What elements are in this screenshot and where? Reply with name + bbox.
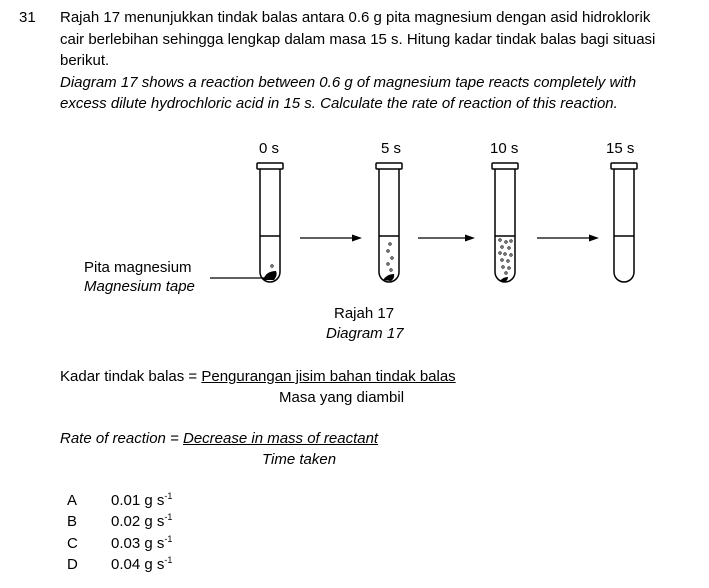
time-label-15s: 15 s	[606, 140, 635, 157]
formula-malay	[60, 368, 456, 385]
option-b-text: 0.02 g s	[111, 513, 165, 530]
option-d-text: 0.04 g s	[111, 556, 165, 573]
formula-malay-denominator: Masa yang diambil	[279, 389, 405, 406]
diagram-caption-malay: Rajah 17	[334, 305, 395, 322]
option-c-exponent: -1	[164, 534, 173, 544]
time-label-0s: 0 s	[259, 140, 280, 157]
option-a-text: 0.01 g s	[111, 492, 165, 509]
option-d-value[interactable]	[111, 556, 172, 573]
formula-english-denominator: Time taken	[262, 451, 337, 468]
option-b-letter: B	[67, 513, 78, 530]
magnesium-tape-5s	[383, 274, 394, 281]
option-c-value[interactable]	[111, 535, 172, 552]
time-label-5s: 5 s	[381, 140, 402, 157]
question-text-malay-line-2: cair berlebihan sehingga lengkap dalam masa 15 s. Hitung kadar tindak balas bagi situasi	[60, 31, 656, 48]
question-text-malay-line-1: Rajah 17 menunjukkan tindak balas antara 0.6 g pita magnesium dengan asid hidroklorik	[60, 9, 651, 26]
formula-english-numerator: Decrease in mass of reactant	[183, 430, 379, 447]
question-number: 31	[19, 9, 36, 26]
test-tube-15s	[611, 163, 637, 282]
option-b-value[interactable]	[111, 513, 172, 530]
option-b-exponent: -1	[164, 512, 173, 522]
formula-malay-numerator: Pengurangan jisim bahan tindak balas	[201, 368, 456, 385]
option-d-letter: D	[67, 556, 78, 573]
option-c-letter: C	[67, 535, 78, 552]
diagram-caption-english: Diagram 17	[326, 325, 404, 342]
test-tube-10s	[492, 163, 518, 282]
option-a-exponent: -1	[164, 491, 173, 501]
test-tube-0s	[257, 163, 283, 282]
option-a-letter: A	[67, 492, 78, 509]
magnesium-tape-0s	[263, 271, 277, 280]
formula-english-lhs: Rate of reaction =	[60, 430, 183, 447]
option-a-value[interactable]	[111, 492, 172, 509]
formula-english	[60, 430, 378, 447]
magnesium-label-english: Magnesium tape	[84, 278, 195, 295]
magnesium-label-malay: Pita magnesium	[84, 259, 192, 276]
question-text-english-line-2: excess dilute hydrochloric acid in 15 s. Calculate the rate of reaction of this reaction.	[60, 95, 618, 112]
question-text-malay-line-3: berikut.	[60, 52, 110, 69]
question-text-english-line-1: Diagram 17 shows a reaction between 0.6 g of magnesium tape reacts completely with	[60, 74, 637, 91]
option-c-text: 0.03 g s	[111, 535, 165, 552]
formula-malay-lhs: Kadar tindak balas =	[60, 368, 202, 385]
time-label-10s: 10 s	[490, 140, 519, 157]
option-d-exponent: -1	[164, 555, 173, 565]
